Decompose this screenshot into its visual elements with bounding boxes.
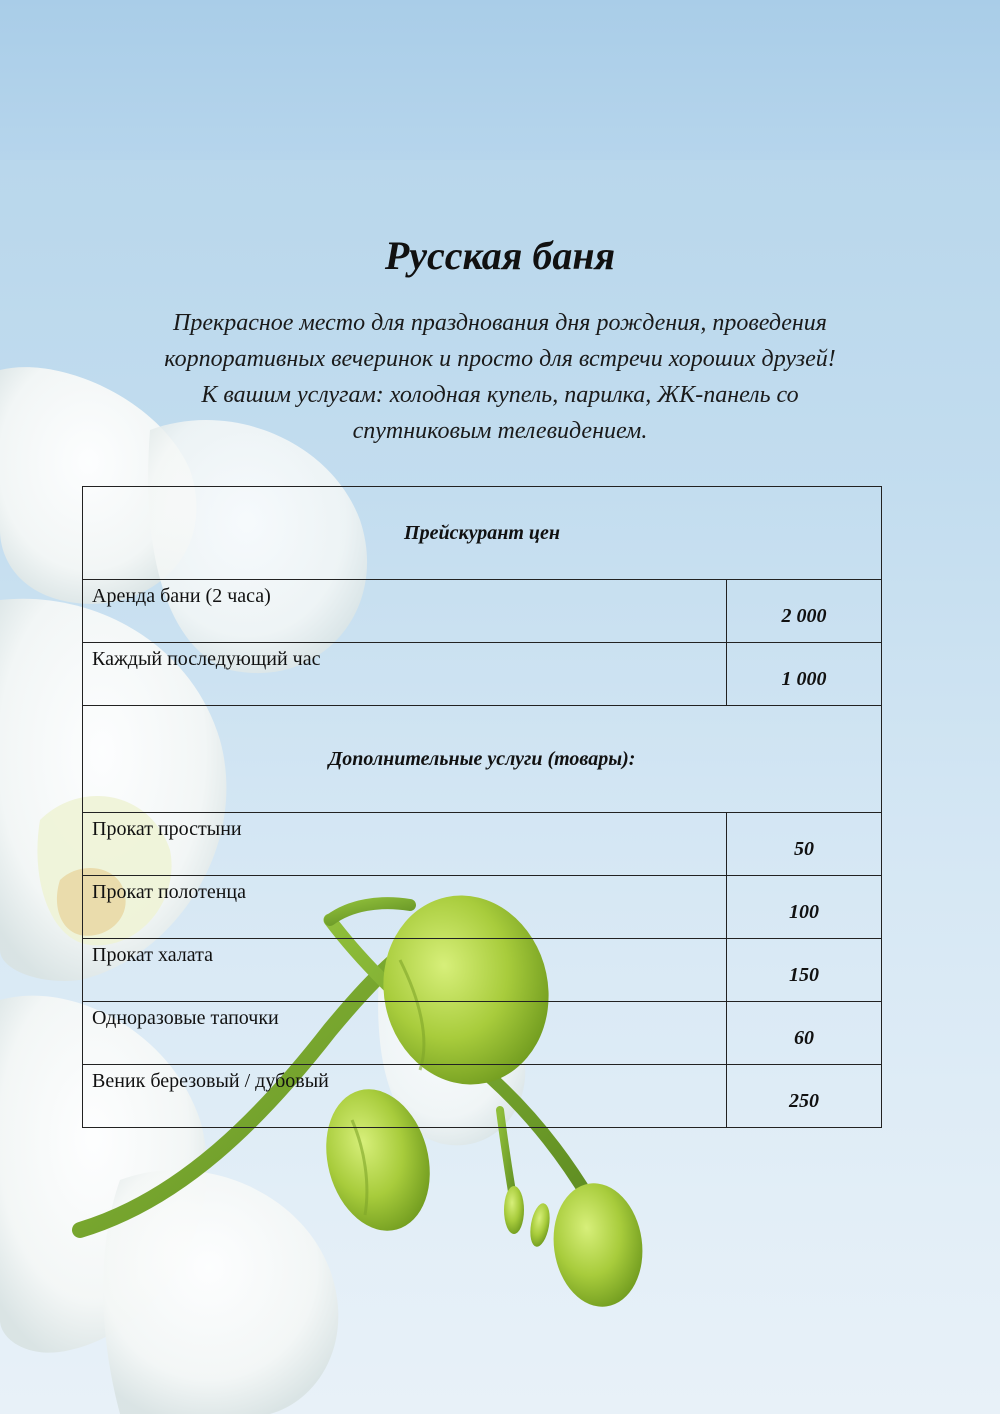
price-table	[82, 486, 882, 1128]
intro-line: Прекрасное место для празднования дня рождения, проведения	[173, 310, 827, 336]
table-section-row	[83, 487, 882, 580]
table-row	[83, 1065, 882, 1128]
intro-paragraph	[100, 305, 900, 449]
table-row	[83, 580, 882, 643]
extra-name: Прокат халата	[83, 939, 727, 1002]
extra-name: Прокат простыни	[83, 813, 727, 876]
service-price: 2 000	[727, 580, 882, 643]
extra-name: Прокат полотенца	[83, 876, 727, 939]
table-row	[83, 1002, 882, 1065]
page-title: Русская баня	[384, 233, 616, 278]
extras-heading: Дополнительные услуги (товары):	[83, 706, 882, 813]
table-row	[83, 643, 882, 706]
extra-price: 60	[727, 1002, 882, 1065]
extra-name: Одноразовые тапочки	[83, 1002, 727, 1065]
intro-line: спутниковым телевидением.	[352, 418, 648, 444]
extra-price: 50	[727, 813, 882, 876]
table-row	[83, 876, 882, 939]
extra-price: 250	[727, 1065, 882, 1128]
table-row	[83, 813, 882, 876]
service-price: 1 000	[727, 643, 882, 706]
service-name: Каждый последующий час	[83, 643, 727, 706]
extra-price: 100	[727, 876, 882, 939]
pricelist-heading: Прейскурант цен	[83, 487, 882, 580]
service-name: Аренда бани (2 часа)	[83, 580, 727, 643]
table-row	[83, 939, 882, 1002]
intro-line: К вашим услугам: холодная купель, парилка, ЖК-панель со	[201, 382, 799, 408]
extra-price: 150	[727, 939, 882, 1002]
extra-name: Веник березовый / дубовый	[83, 1065, 727, 1128]
intro-line: корпоративных вечеринок и просто для встречи хороших друзей!	[164, 346, 836, 372]
table-section-row	[83, 706, 882, 813]
